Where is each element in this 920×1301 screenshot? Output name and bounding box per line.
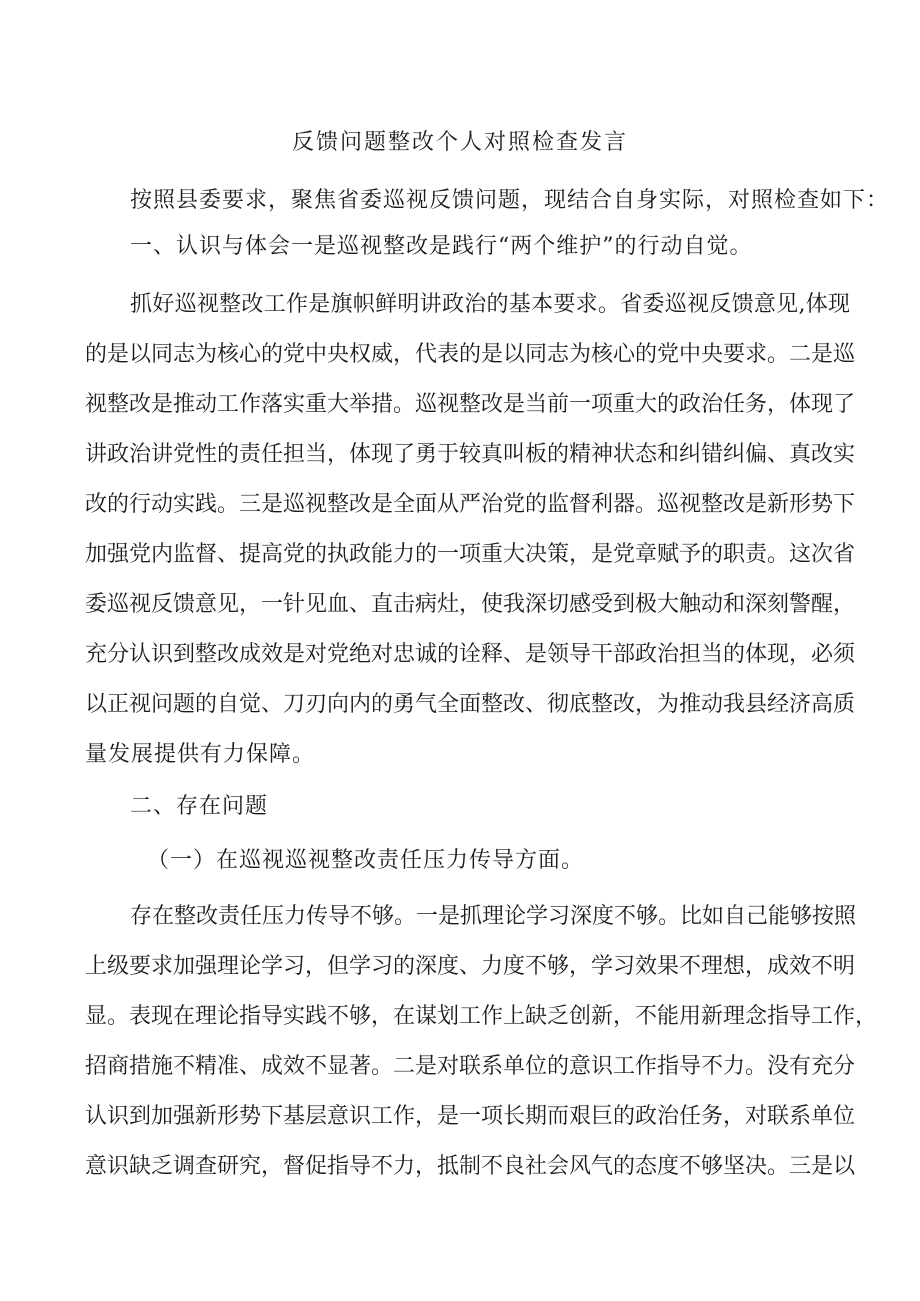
paragraph-line: 的是以同志为核心的党中央权威，代表的是以同志为核心的党中央要求。二是巡 (85, 342, 856, 367)
paragraph-line: 讲政治讲党性的责任担当，体现了勇于较真叫板的精神状态和纠错纠偏、真改实 (85, 442, 856, 467)
paragraph-line: 意识缺乏调查研究，督促指导不力，抵制不良社会风气的态度不够坚决。三是以 (85, 1154, 856, 1179)
paragraph-line: 加强党内监督、提高党的执政能力的一项重大决策，是党章赋予的职责。这次省 (85, 542, 856, 567)
paragraph-line: 认识到加强新形势下基层意识工作，是一项长期而艰巨的政治任务，对联系单位 (85, 1104, 856, 1129)
paragraph-line: 存在整改责任压力传导不够。一是抓理论学习深度不够。比如自己能够按照 (130, 904, 857, 929)
paragraph-line: 以正视问题的自觉、刀刃向内的勇气全面整改、彻底整改，为推动我县经济高质 (85, 692, 856, 717)
section-heading: 二、存在问题 (130, 794, 269, 819)
paragraph-line: 上级要求加强理论学习，但学习的深度、力度不够，学习效果不理想，成效不明 (85, 954, 856, 979)
subsection-heading: （一）在巡视巡视整改责任压力传导方面。 (147, 848, 585, 873)
paragraph-line: 改的行动实践。三是巡视整改是全面从严治党的监督利器。巡视整改是新形势下 (85, 492, 856, 517)
paragraph-line: 视整改是推动工作落实重大举措。巡视整改是当前一项重大的政治任务，体现了 (85, 392, 856, 417)
paragraph-line: 抓好巡视整改工作是旗帜鲜明讲政治的基本要求。省委巡视反馈意见,体现 (130, 292, 850, 317)
paragraph-line: 量发展提供有力保障。 (85, 742, 316, 767)
paragraph-line: 显。表现在理论指导实践不够，在谋划工作上缺乏创新，不能用新理念指导工作， (85, 1004, 878, 1029)
paragraph-line: 委巡视反馈意见，一针见血、直击病灶，使我深切感受到极大触动和深刻警醒， (85, 592, 856, 617)
document-title: 反馈问题整改个人对照检查发言 (291, 130, 628, 155)
paragraph-line: 充分认识到整改成效是对党绝对忠诚的诠释、是领导干部政治担当的体现，必须 (85, 642, 856, 667)
paragraph-line: 招商措施不精准、成效不显著。二是对联系单位的意识工作指导不力。没有充分 (85, 1054, 856, 1079)
paragraph-line: 一、认识与体会一是巡视整改是践行“两个维护”的行动自觉。 (130, 234, 753, 259)
paragraph-line: 按照县委要求，聚焦省委巡视反馈问题，现结合自身实际，对照检查如下： (130, 188, 890, 213)
